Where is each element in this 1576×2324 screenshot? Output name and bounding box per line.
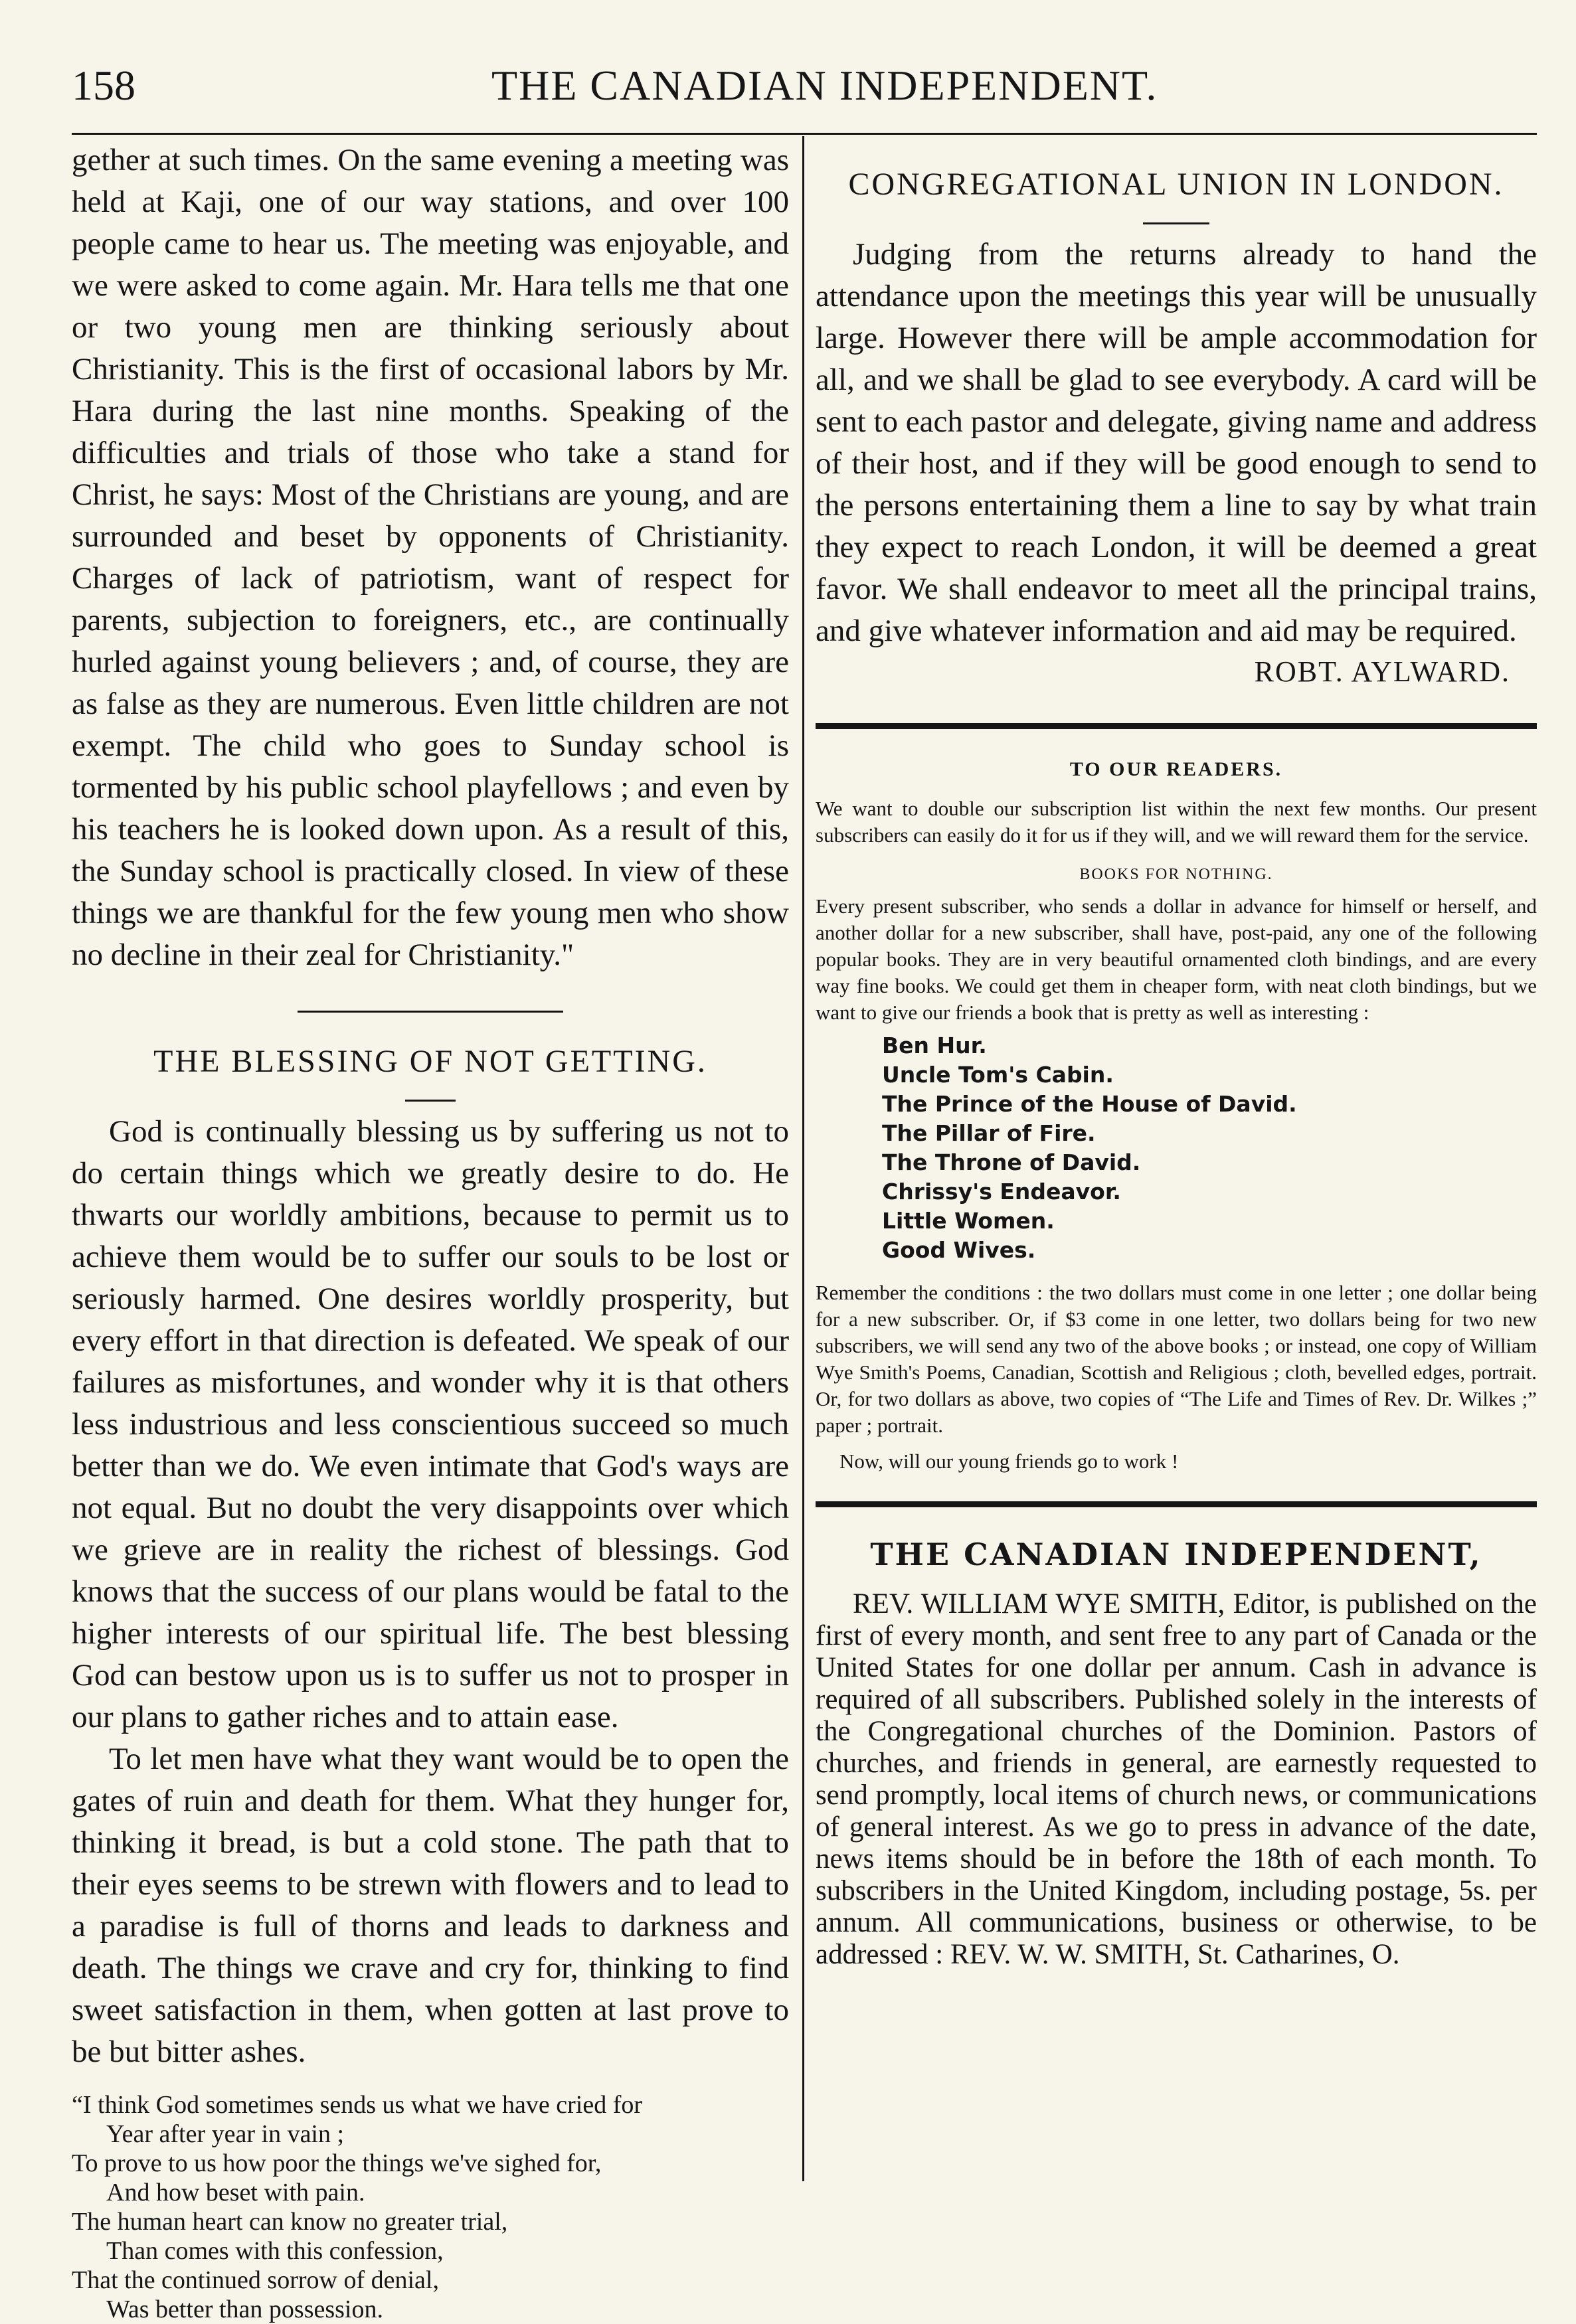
book-title: Little Women. <box>882 1208 1055 1234</box>
book-title: Uncle Tom's Cabin. <box>882 1062 1114 1088</box>
section-rule <box>298 1011 563 1013</box>
right-column <box>816 139 1537 1971</box>
verse-line: Than comes with this confession, <box>106 2237 444 2265</box>
book-list <box>882 1031 1537 1265</box>
book-title: The Throne of David. <box>882 1149 1141 1175</box>
column-divider <box>802 136 804 2181</box>
union-signature: ROBT. AYLWARD. <box>1254 655 1510 688</box>
running-title: THE CANADIAN INDEPENDENT. <box>491 62 1158 109</box>
closing-line: Now, will our young friends go to work ! <box>839 1450 1179 1473</box>
book-title: Ben Hur. <box>882 1033 987 1058</box>
verse-line: The human heart can know no greater trial, <box>72 2208 508 2236</box>
blessing-title: THE BLESSING OF NOT GETTING. <box>153 1044 707 1079</box>
book-title: Chrissy's Endeavor. <box>882 1179 1121 1204</box>
left-column <box>72 139 789 2324</box>
books-title: BOOKS FOR NOTHING. <box>1079 866 1273 883</box>
header-rule <box>72 133 1537 135</box>
verse-line: That the continued sorrow of denial, <box>72 2266 439 2294</box>
verse-line: Year after year in vain ; <box>106 2120 345 2148</box>
readers-paragraph: We want to double our subscription list within the next few months. Our present subscribers can easily do it for us if they will, and we will reward them for the service. <box>816 797 1537 847</box>
masthead-body: REV. WILLIAM WYE SMITH, Editor, is published on the first of every month, and sent free to any part of Canada or the United States for one dollar per annum. Cash in advance is required of all subscribers. Published solely in the interests of the Congregational churches of the Dominion. Pastors of churches, and friends in general, are earnestly requested to send promptly, local items of church news, or communications of general interest. As we go to press in advance of the date, news items should be in before the 18th of each month. To subscribers in the United Kingdom, including postage, 5s. per annum. All communications, business or otherwise, to be addressed : REV. W. W. SMITH, St. Catharines, O. <box>816 1588 1537 1970</box>
title-rule <box>1143 222 1209 224</box>
books-paragraph: Every present subscriber, who sends a dollar in advance for himself or herself, and another dollar for a new subscriber, shall have, post-paid, any one of the following popular books. They are in very beautiful ornamented cloth bindings, and are every way fine books. We could get them in cheaper form, with neat cloth bindings, but we want to give our friends a book that is pretty as well as interesting : <box>816 894 1537 1024</box>
blessing-paragraph-2: To let men have what they want would be to open the gates of ruin and death for them. What they hunger for, thinking it bread, is but a cold stone. The path that to their eyes seems to be strewn with flowers and to lead to a paradise is full of thorns and leads to darkness and death. The things we crave and cry for, thinking to find sweet satisfaction in them, when gotten at last prove to be but bitter ashes. <box>72 1742 789 2069</box>
union-body: Judging from the returns already to hand the attendance upon the meetings this year will be unusually large. However there will be ample accommodation for all, and we shall be glad to see everybody. A card will be sent to each pastor and delegate, giving name and address of their host, and if they will be good enough to send to the persons entertaining them a line to say by what train they expect to reach London, it will be deemed a great favor. We shall endeavor to meet all the principal trains, and give whatever information and aid may be required. <box>816 237 1537 648</box>
book-title: Good Wives. <box>882 1237 1036 1263</box>
blessing-paragraph-1: God is continually blessing us by suffering us not to do certain things which we greatly desire to do. He thwarts our worldly ambitions, because to permit us to achieve them would be to suffer our souls to be lost or seriously harmed. One desires worldly prosperity, but every effort in that direction is defeated. We speak of our failures as misfortunes, and wonder why it is that others less industrious and less conscientious succeed so much better than we do. We even intimate that God's ways are not equal. But no doubt the very disappoints over which we grieve are in reality the richest of blessings. God knows that the success of our plans would be fatal to the higher interests of our spiritual life. The best blessing God can bestow upon us is to suffer us not to prosper in our plans to gather riches and to attain ease. <box>72 1114 789 1734</box>
readers-title: TO OUR READERS. <box>1069 758 1283 780</box>
verse-line: “I think God sometimes sends us what we have cried for <box>72 2091 643 2119</box>
verse-line: And how beset with pain. <box>106 2179 365 2206</box>
section-rule <box>816 723 1537 729</box>
book-title: The Prince of the House of David. <box>882 1091 1297 1117</box>
union-title: CONGREGATIONAL UNION IN LONDON. <box>848 167 1504 202</box>
conditions-paragraph: Remember the conditions : the two dollars must come in one letter ; one dollar being for a new subscriber. Or, if $3 come in one letter, two dollars being for two new subscribers, we will send any two of the above books ; or instead, one copy of William Wye Smith's Poems, Canadian, Scottish and Religious ; cloth, bevelled edges, portrait. Or, for two dollars as above, two copies of “The Life and Times of Rev. Dr. Wilkes ;” paper ; portrait. <box>816 1281 1537 1437</box>
verse-line: To prove to us how poor the things we've sighed for, <box>72 2149 602 2177</box>
book-title: The Pillar of Fire. <box>882 1120 1096 1146</box>
verse-line: Was better than possession. <box>106 2295 383 2323</box>
section-rule <box>816 1501 1537 1507</box>
title-rule <box>405 1100 456 1102</box>
intro-paragraph: gether at such times. On the same evening a meeting was held at Kaji, one of our way stations, and over 100 people came to hear us. The meeting was enjoyable, and we were asked to come again. Mr. Hara tells me that one or two young men are thinking seriously about Christianity. This is the first of occasional labors by Mr. Hara during the last nine months. Speaking of the difficulties and trials of those who take a stand for Christ, he says: Most of the Christians are young, and are surrounded and beset by opponents of Christianity. Charges of lack of patriotism, want of respect for parents, subjection to foreigners, etc., are continually hurled against young believers ; and, of course, they are as false as they are numerous. Even little children are not exempt. The child who goes to Sunday school is tormented by his public school playfellows ; and even by his teachers he is looked down upon. As a result of this, the Sunday school is practically closed. In view of these things we are thankful for the few young men who show no decline in their zeal for Christianity." <box>72 143 789 972</box>
page-number: 158 <box>72 62 135 109</box>
masthead-title: THE CANADIAN INDEPENDENT, <box>870 1536 1482 1572</box>
closing-verse <box>72 2090 789 2324</box>
